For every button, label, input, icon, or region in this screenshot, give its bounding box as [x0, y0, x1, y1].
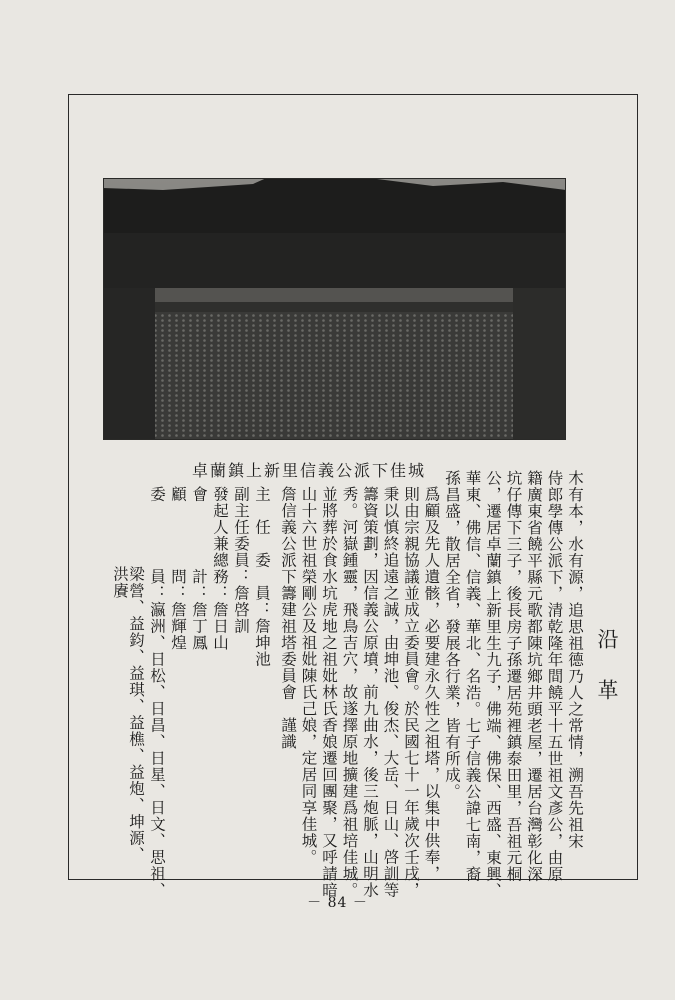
history-text-column: 侍郎學傳公派下，清乾隆年間饒平十五世祖文彥公，由原 [545, 470, 564, 883]
history-text-column: 秀。河嶽鍾靈，飛鳥吉穴，故遂擇原地擴建爲祖培佳城。 [340, 486, 359, 899]
committee-text-column: 梁營、益鈞、益琪、益樵、益炮、坤源、 [127, 566, 145, 863]
committee-text-column: 主 任 委 員：詹坤池 [253, 486, 271, 668]
history-text-column: 山十六世祖榮剛公及祖妣陳氏己娘，定居同享佳城。 [299, 486, 318, 866]
committee-text-column: 洪賡 [111, 566, 129, 599]
committee-text-column: 發起人兼總務：詹日山 [211, 486, 229, 651]
committee-text-column: 委 員：瀛洲、日松、日昌、日星、日文、思祖、 [148, 486, 166, 899]
committee-text-column: 副主任委員：詹啓訓 [232, 486, 250, 635]
committee-text-column: 顧 問：詹輝煌 [169, 486, 187, 651]
history-text-column: 坑仔傳下三子，後長房子孫遷居苑裡鎮泰田里，吾祖元桐 [504, 470, 523, 883]
section-title: 沿革 [595, 628, 619, 730]
ancestral-tomb-photo [103, 178, 566, 440]
history-text-column: 則由宗親協議並成立委員會。於民國七十一年歲次壬戌， [402, 486, 420, 899]
committee-text-column: 會 計：詹丁鳳 [190, 486, 208, 651]
history-text-column: 公，遷居卓蘭鎮上新里生九子，佛端、佛保、西盛、東興、 [484, 470, 502, 899]
history-text-column: 詹信義公派下籌建祖塔委員會 謹識 [279, 486, 297, 750]
history-text-column: 並將葬於食水坑虎地之祖妣林氏香娘遷回團聚，又呼請暗 [320, 486, 338, 899]
photo-caption: 卓蘭鎮上新里信義公派下佳城 [192, 461, 427, 480]
history-text-column: 爲顧及先人遺骸，必要建永久性之祖塔，以集中供奉， [422, 486, 441, 882]
history-text-column: 木有本，水有源，追思祖德乃人之常情，溯吾先祖宋 [566, 470, 584, 850]
history-text-column: 籍廣東省饒平縣元歌都陳坑鄉井頭老屋，遷居台灣彰化深 [525, 470, 543, 883]
history-text-column: 籌資策劃，因信義公原墳，前九曲水，後三炮脈，山明水 [361, 486, 379, 899]
history-text-column: 華東、佛信、信義、華北、名浩。七子信義公諱七南，裔 [463, 470, 482, 883]
history-text-column: 秉以慎終追遠之誠，由坤池、俊杰、大岳、日山、啓訓等 [381, 486, 400, 899]
page-number: － 84 － [307, 895, 368, 911]
history-text-column: 孫昌盛，散居全省，發展各行業，皆有所成。 [443, 470, 461, 800]
